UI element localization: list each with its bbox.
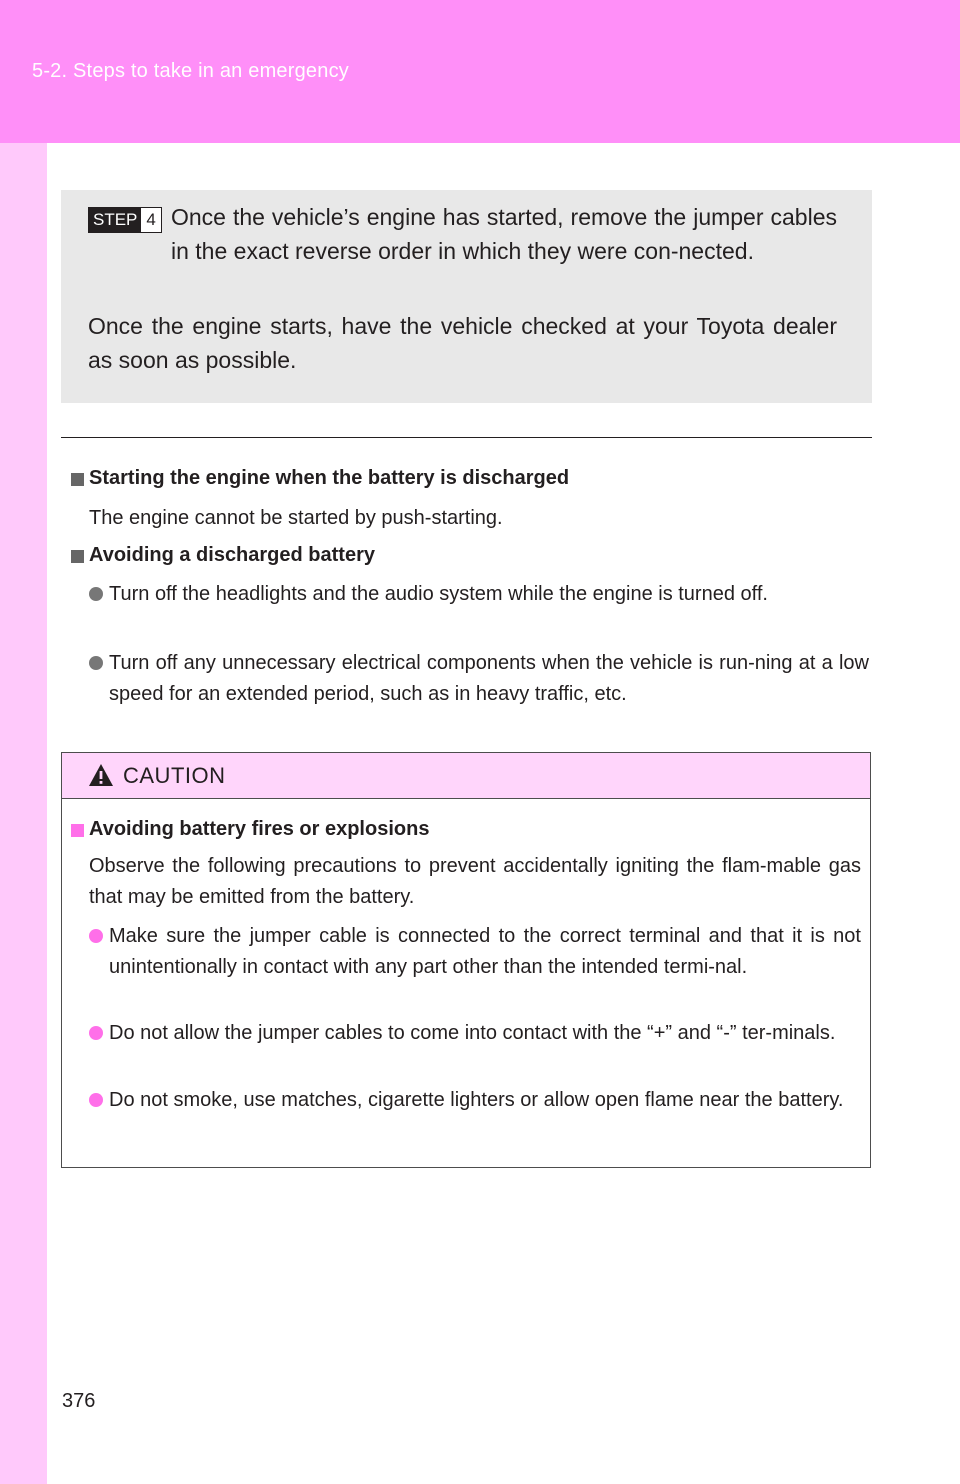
caution-intro xyxy=(89,851,861,913)
list-item-text: Turn off the headlights and the audio system while the engine is turned off. xyxy=(109,583,768,605)
section-heading-text: Starting the engine when the battery is discharged xyxy=(89,467,570,489)
section-heading xyxy=(71,544,375,567)
square-bullet-icon xyxy=(71,473,84,486)
warning-triangle-icon xyxy=(88,763,114,787)
step-number: 4 xyxy=(141,208,160,232)
section-heading-text: Avoiding a discharged battery xyxy=(89,544,375,566)
bullet-dot-icon xyxy=(89,1026,103,1040)
list-item xyxy=(89,648,869,710)
step-badge xyxy=(88,207,162,233)
bullet-dot-icon xyxy=(89,929,103,943)
section-title: 5-2. Steps to take in an emergency xyxy=(32,60,349,82)
square-bullet-icon xyxy=(71,824,84,837)
page-number: 376 xyxy=(62,1390,96,1412)
divider xyxy=(61,437,872,438)
list-item-text: Do not smoke, use matches, cigarette lighters or allow open flame near the battery. xyxy=(109,1089,844,1111)
list-item-text: Turn off any unnecessary electrical components when the vehicle is run-ning at a low speed for an extended period, such as in heavy traffic, etc. xyxy=(109,652,869,705)
caution-heading xyxy=(71,818,429,841)
square-bullet-icon xyxy=(71,550,84,563)
section-body: The engine cannot be started by push-starting. xyxy=(89,507,503,529)
list-item xyxy=(89,579,869,610)
caution-title: CAUTION xyxy=(123,763,226,788)
bullet-dot-icon xyxy=(89,1093,103,1107)
section-heading xyxy=(71,467,569,490)
list-item-text: Make sure the jumper cable is connected to the correct terminal and that it is not unintentionally in contact with any part other than the intended termi-nal. xyxy=(109,925,861,978)
header-band xyxy=(0,0,960,143)
caution-header xyxy=(62,753,870,799)
list-item-text: Do not allow the jumper cables to come into contact with the “+” and “-” ter-minals. xyxy=(109,1022,836,1044)
watermark: carmanualsonline.info xyxy=(766,1459,948,1479)
step-label: STEP xyxy=(89,208,141,232)
step-text: Once the vehicle’s engine has started, remove the jumper cables in the exact reverse order in which they were con-nected. xyxy=(171,204,837,264)
side-band xyxy=(0,143,47,1484)
list-item xyxy=(89,1018,861,1049)
caution-heading-text: Avoiding battery fires or explosions xyxy=(89,818,430,840)
list-item xyxy=(89,1085,861,1116)
list-item xyxy=(89,921,861,983)
caution-intro-text: Observe the following precautions to prevent accidentally igniting the flam-mable gas that may be emitted from the battery. xyxy=(89,855,861,908)
step-note: Once the engine starts, have the vehicle checked at your Toyota dealer as soon as possible. xyxy=(88,313,837,373)
bullet-dot-icon xyxy=(89,587,103,601)
bullet-dot-icon xyxy=(89,656,103,670)
